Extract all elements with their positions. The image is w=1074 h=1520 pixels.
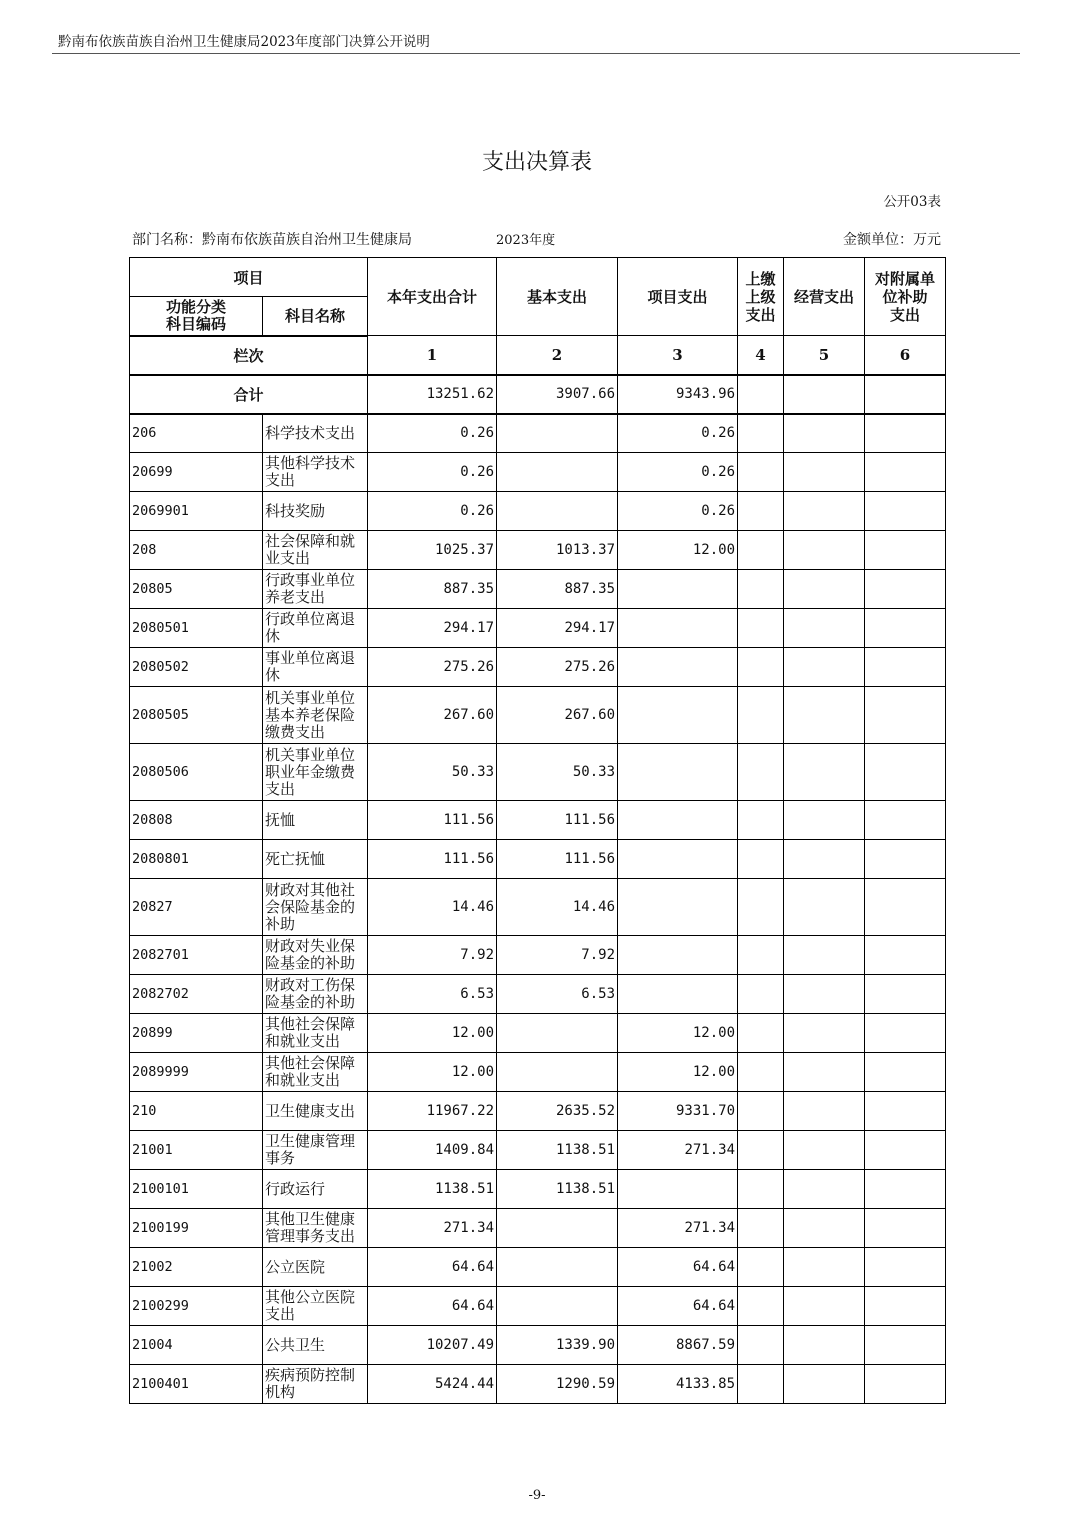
upper-amount — [738, 492, 784, 531]
total-amount: 294.17 — [368, 609, 497, 648]
subject-name: 抚恤 — [263, 801, 368, 840]
row-index-4: 4 — [738, 336, 784, 375]
row-index-5: 5 — [784, 336, 865, 375]
subject-name: 死亡抚恤 — [263, 840, 368, 879]
subject-code: 2100401 — [130, 1365, 263, 1404]
total-amount: 887.35 — [368, 570, 497, 609]
business-amount — [784, 414, 865, 453]
subsidy-amount — [865, 1014, 946, 1053]
project-amount — [618, 975, 738, 1014]
subject-code: 2080801 — [130, 840, 263, 879]
total-amount: 6.53 — [368, 975, 497, 1014]
total-amount: 14.46 — [368, 879, 497, 936]
table-number: 公开03表 — [883, 194, 941, 210]
project-amount: 64.64 — [618, 1248, 738, 1287]
summary-subsidy — [865, 375, 946, 414]
report-year: 2023年度 — [496, 233, 556, 248]
basic-amount: 111.56 — [497, 840, 618, 879]
header-subject-name: 科目名称 — [263, 297, 368, 336]
subject-name: 行政单位离退休 — [263, 609, 368, 648]
upper-amount — [738, 936, 784, 975]
total-amount: 64.64 — [368, 1287, 497, 1326]
subject-code: 2080501 — [130, 609, 263, 648]
business-amount — [784, 648, 865, 687]
business-amount — [784, 1092, 865, 1131]
table-row — [130, 1365, 946, 1404]
subject-name: 机关事业单位职业年金缴费支出 — [263, 744, 368, 801]
business-amount — [784, 1287, 865, 1326]
project-amount: 8867.59 — [618, 1326, 738, 1365]
total-amount: 271.34 — [368, 1209, 497, 1248]
subject-name: 卫生健康支出 — [263, 1092, 368, 1131]
total-amount: 12.00 — [368, 1014, 497, 1053]
subject-code: 21001 — [130, 1131, 263, 1170]
business-amount — [784, 975, 865, 1014]
project-amount — [618, 609, 738, 648]
total-amount: 1025.37 — [368, 531, 497, 570]
report-title: 支出决算表 — [481, 150, 592, 175]
table-row — [130, 1287, 946, 1326]
summary-total: 13251.62 — [368, 375, 497, 414]
project-amount — [618, 1170, 738, 1209]
upper-amount — [738, 801, 784, 840]
subsidy-amount — [865, 648, 946, 687]
subject-code: 2069901 — [130, 492, 263, 531]
subject-code: 20827 — [130, 879, 263, 936]
table-row — [130, 975, 946, 1014]
basic-amount — [497, 1014, 618, 1053]
total-amount: 7.92 — [368, 936, 497, 975]
upper-amount — [738, 1014, 784, 1053]
project-amount: 12.00 — [618, 1053, 738, 1092]
subject-code: 2080506 — [130, 744, 263, 801]
upper-amount — [738, 975, 784, 1014]
project-amount: 4133.85 — [618, 1365, 738, 1404]
table-row — [130, 801, 946, 840]
upper-amount — [738, 1287, 784, 1326]
subsidy-amount — [865, 609, 946, 648]
subsidy-amount — [865, 1287, 946, 1326]
subject-name: 事业单位离退休 — [263, 648, 368, 687]
total-amount: 111.56 — [368, 840, 497, 879]
total-amount: 111.56 — [368, 801, 497, 840]
subject-code: 2100101 — [130, 1170, 263, 1209]
business-amount — [784, 1209, 865, 1248]
document-header-title: 黔南布依族苗族自治州卫生健康局2023年度部门决算公开说明 — [58, 34, 430, 50]
header-item: 项目 — [130, 258, 368, 297]
subject-name: 其他社会保障和就业支出 — [263, 1053, 368, 1092]
subject-name: 科学技术支出 — [263, 414, 368, 453]
subsidy-amount — [865, 570, 946, 609]
header-upper: 上缴 上级 支出 — [738, 258, 784, 336]
subject-name: 疾病预防控制机构 — [263, 1365, 368, 1404]
summary-basic: 3907.66 — [497, 375, 618, 414]
project-amount — [618, 936, 738, 975]
total-amount: 0.26 — [368, 492, 497, 531]
basic-amount: 275.26 — [497, 648, 618, 687]
basic-amount: 7.92 — [497, 936, 618, 975]
business-amount — [784, 840, 865, 879]
table-row — [130, 879, 946, 936]
total-amount: 0.26 — [368, 414, 497, 453]
project-amount — [618, 648, 738, 687]
subject-name: 其他公立医院支出 — [263, 1287, 368, 1326]
subject-code: 20899 — [130, 1014, 263, 1053]
business-amount — [784, 1326, 865, 1365]
summary-project: 9343.96 — [618, 375, 738, 414]
header-basic: 基本支出 — [497, 258, 618, 336]
subject-code: 210 — [130, 1092, 263, 1131]
subject-code: 21004 — [130, 1326, 263, 1365]
table-row — [130, 609, 946, 648]
basic-amount: 6.53 — [497, 975, 618, 1014]
subject-name: 财政对工伤保险基金的补助 — [263, 975, 368, 1014]
row-index-1: 1 — [368, 336, 497, 375]
business-amount — [784, 492, 865, 531]
basic-amount — [497, 453, 618, 492]
basic-amount — [497, 414, 618, 453]
basic-amount: 14.46 — [497, 879, 618, 936]
upper-amount — [738, 1092, 784, 1131]
basic-amount: 1138.51 — [497, 1170, 618, 1209]
business-amount — [784, 531, 865, 570]
business-amount — [784, 744, 865, 801]
total-amount: 1409.84 — [368, 1131, 497, 1170]
subject-code: 2082701 — [130, 936, 263, 975]
upper-amount — [738, 414, 784, 453]
business-amount — [784, 1365, 865, 1404]
header-divider — [52, 53, 1020, 54]
subsidy-amount — [865, 1326, 946, 1365]
business-amount — [784, 879, 865, 936]
total-amount: 64.64 — [368, 1248, 497, 1287]
business-amount — [784, 936, 865, 975]
basic-amount: 887.35 — [497, 570, 618, 609]
subsidy-amount — [865, 1170, 946, 1209]
total-amount: 267.60 — [368, 687, 497, 744]
project-amount: 271.34 — [618, 1209, 738, 1248]
total-amount: 50.33 — [368, 744, 497, 801]
basic-amount: 1138.51 — [497, 1131, 618, 1170]
business-amount — [784, 1248, 865, 1287]
subsidy-amount — [865, 1248, 946, 1287]
subsidy-amount — [865, 936, 946, 975]
table-row — [130, 936, 946, 975]
project-amount — [618, 744, 738, 801]
expenditure-table — [129, 257, 946, 1404]
basic-amount: 2635.52 — [497, 1092, 618, 1131]
project-amount: 64.64 — [618, 1287, 738, 1326]
subject-name: 科技奖励 — [263, 492, 368, 531]
total-amount: 0.26 — [368, 453, 497, 492]
table-row — [130, 453, 946, 492]
subject-code: 208 — [130, 531, 263, 570]
business-amount — [784, 1170, 865, 1209]
subject-code: 20805 — [130, 570, 263, 609]
subsidy-amount — [865, 1131, 946, 1170]
subsidy-amount — [865, 801, 946, 840]
page-number: -9- — [528, 1488, 546, 1503]
upper-amount — [738, 1131, 784, 1170]
project-amount: 0.26 — [618, 492, 738, 531]
total-amount: 1138.51 — [368, 1170, 497, 1209]
upper-amount — [738, 1209, 784, 1248]
row-index-label: 栏次 — [130, 336, 368, 375]
subsidy-amount — [865, 840, 946, 879]
total-amount: 12.00 — [368, 1053, 497, 1092]
header-subsidy: 对附属单 位补助 支出 — [865, 258, 946, 336]
subject-code: 206 — [130, 414, 263, 453]
subject-name: 公共卫生 — [263, 1326, 368, 1365]
basic-amount: 267.60 — [497, 687, 618, 744]
business-amount — [784, 1014, 865, 1053]
subsidy-amount — [865, 975, 946, 1014]
basic-amount: 1013.37 — [497, 531, 618, 570]
basic-amount: 50.33 — [497, 744, 618, 801]
project-amount: 271.34 — [618, 1131, 738, 1170]
project-amount: 9331.70 — [618, 1092, 738, 1131]
subject-name: 机关事业单位基本养老保险缴费支出 — [263, 687, 368, 744]
basic-amount: 111.56 — [497, 801, 618, 840]
upper-amount — [738, 1170, 784, 1209]
upper-amount — [738, 1053, 784, 1092]
table-row — [130, 1209, 946, 1248]
header-func-code: 功能分类 科目编码 — [130, 297, 263, 336]
table-row — [130, 1092, 946, 1131]
total-amount: 275.26 — [368, 648, 497, 687]
header-project: 项目支出 — [618, 258, 738, 336]
subject-name: 财政对其他社会保险基金的补助 — [263, 879, 368, 936]
table-row — [130, 1248, 946, 1287]
table-row — [130, 840, 946, 879]
upper-amount — [738, 1248, 784, 1287]
basic-amount: 294.17 — [497, 609, 618, 648]
summary-upper — [738, 375, 784, 414]
upper-amount — [738, 840, 784, 879]
subsidy-amount — [865, 531, 946, 570]
summary-business — [784, 375, 865, 414]
subject-name: 行政事业单位养老支出 — [263, 570, 368, 609]
subsidy-amount — [865, 1365, 946, 1404]
project-amount — [618, 570, 738, 609]
upper-amount — [738, 1326, 784, 1365]
upper-amount — [738, 1365, 784, 1404]
subject-name: 卫生健康管理事务 — [263, 1131, 368, 1170]
table-row — [130, 1131, 946, 1170]
subject-name: 社会保障和就业支出 — [263, 531, 368, 570]
header-business: 经营支出 — [784, 258, 865, 336]
subsidy-amount — [865, 492, 946, 531]
project-amount — [618, 879, 738, 936]
basic-amount — [497, 1248, 618, 1287]
upper-amount — [738, 453, 784, 492]
row-index-3: 3 — [618, 336, 738, 375]
table-row — [130, 648, 946, 687]
subject-code: 2080502 — [130, 648, 263, 687]
table-row — [130, 531, 946, 570]
basic-amount — [497, 1287, 618, 1326]
subject-code: 20808 — [130, 801, 263, 840]
basic-amount — [497, 1053, 618, 1092]
subject-name: 公立医院 — [263, 1248, 368, 1287]
subject-name: 其他科学技术支出 — [263, 453, 368, 492]
business-amount — [784, 453, 865, 492]
business-amount — [784, 609, 865, 648]
table-row — [130, 1053, 946, 1092]
subsidy-amount — [865, 414, 946, 453]
subsidy-amount — [865, 1053, 946, 1092]
business-amount — [784, 1053, 865, 1092]
total-amount: 11967.22 — [368, 1092, 497, 1131]
summary-label: 合计 — [130, 375, 368, 414]
project-amount: 0.26 — [618, 453, 738, 492]
project-amount: 0.26 — [618, 414, 738, 453]
subsidy-amount — [865, 687, 946, 744]
table-row — [130, 1014, 946, 1053]
subject-code: 2089999 — [130, 1053, 263, 1092]
upper-amount — [738, 879, 784, 936]
table-row — [130, 1326, 946, 1365]
subsidy-amount — [865, 744, 946, 801]
basic-amount — [497, 492, 618, 531]
subsidy-amount — [865, 453, 946, 492]
total-amount: 10207.49 — [368, 1326, 497, 1365]
project-amount: 12.00 — [618, 1014, 738, 1053]
subject-name: 其他卫生健康管理事务支出 — [263, 1209, 368, 1248]
business-amount — [784, 570, 865, 609]
subject-name: 财政对失业保险基金的补助 — [263, 936, 368, 975]
upper-amount — [738, 609, 784, 648]
upper-amount — [738, 531, 784, 570]
project-amount — [618, 687, 738, 744]
subsidy-amount — [865, 1209, 946, 1248]
subject-code: 20699 — [130, 453, 263, 492]
subsidy-amount — [865, 879, 946, 936]
header-total: 本年支出合计 — [368, 258, 497, 336]
business-amount — [784, 1131, 865, 1170]
table-row — [130, 687, 946, 744]
basic-amount — [497, 1209, 618, 1248]
project-amount: 12.00 — [618, 531, 738, 570]
table-row — [130, 414, 946, 453]
business-amount — [784, 687, 865, 744]
table-row — [130, 492, 946, 531]
upper-amount — [738, 687, 784, 744]
upper-amount — [738, 744, 784, 801]
department-name: 部门名称：黔南布依族苗族自治州卫生健康局 — [132, 232, 412, 248]
business-amount — [784, 801, 865, 840]
table-row — [130, 1170, 946, 1209]
subject-name: 其他社会保障和就业支出 — [263, 1014, 368, 1053]
table-row — [130, 570, 946, 609]
subject-code: 2100199 — [130, 1209, 263, 1248]
subsidy-amount — [865, 1092, 946, 1131]
upper-amount — [738, 648, 784, 687]
subject-code: 2082702 — [130, 975, 263, 1014]
basic-amount: 1339.90 — [497, 1326, 618, 1365]
subject-code: 2100299 — [130, 1287, 263, 1326]
subject-code: 2080505 — [130, 687, 263, 744]
project-amount — [618, 840, 738, 879]
amount-unit: 金额单位：万元 — [843, 232, 941, 248]
basic-amount: 1290.59 — [497, 1365, 618, 1404]
subject-name: 行政运行 — [263, 1170, 368, 1209]
row-index-2: 2 — [497, 336, 618, 375]
upper-amount — [738, 570, 784, 609]
subject-code: 21002 — [130, 1248, 263, 1287]
table-row — [130, 744, 946, 801]
project-amount — [618, 801, 738, 840]
total-amount: 5424.44 — [368, 1365, 497, 1404]
row-index-6: 6 — [865, 336, 946, 375]
